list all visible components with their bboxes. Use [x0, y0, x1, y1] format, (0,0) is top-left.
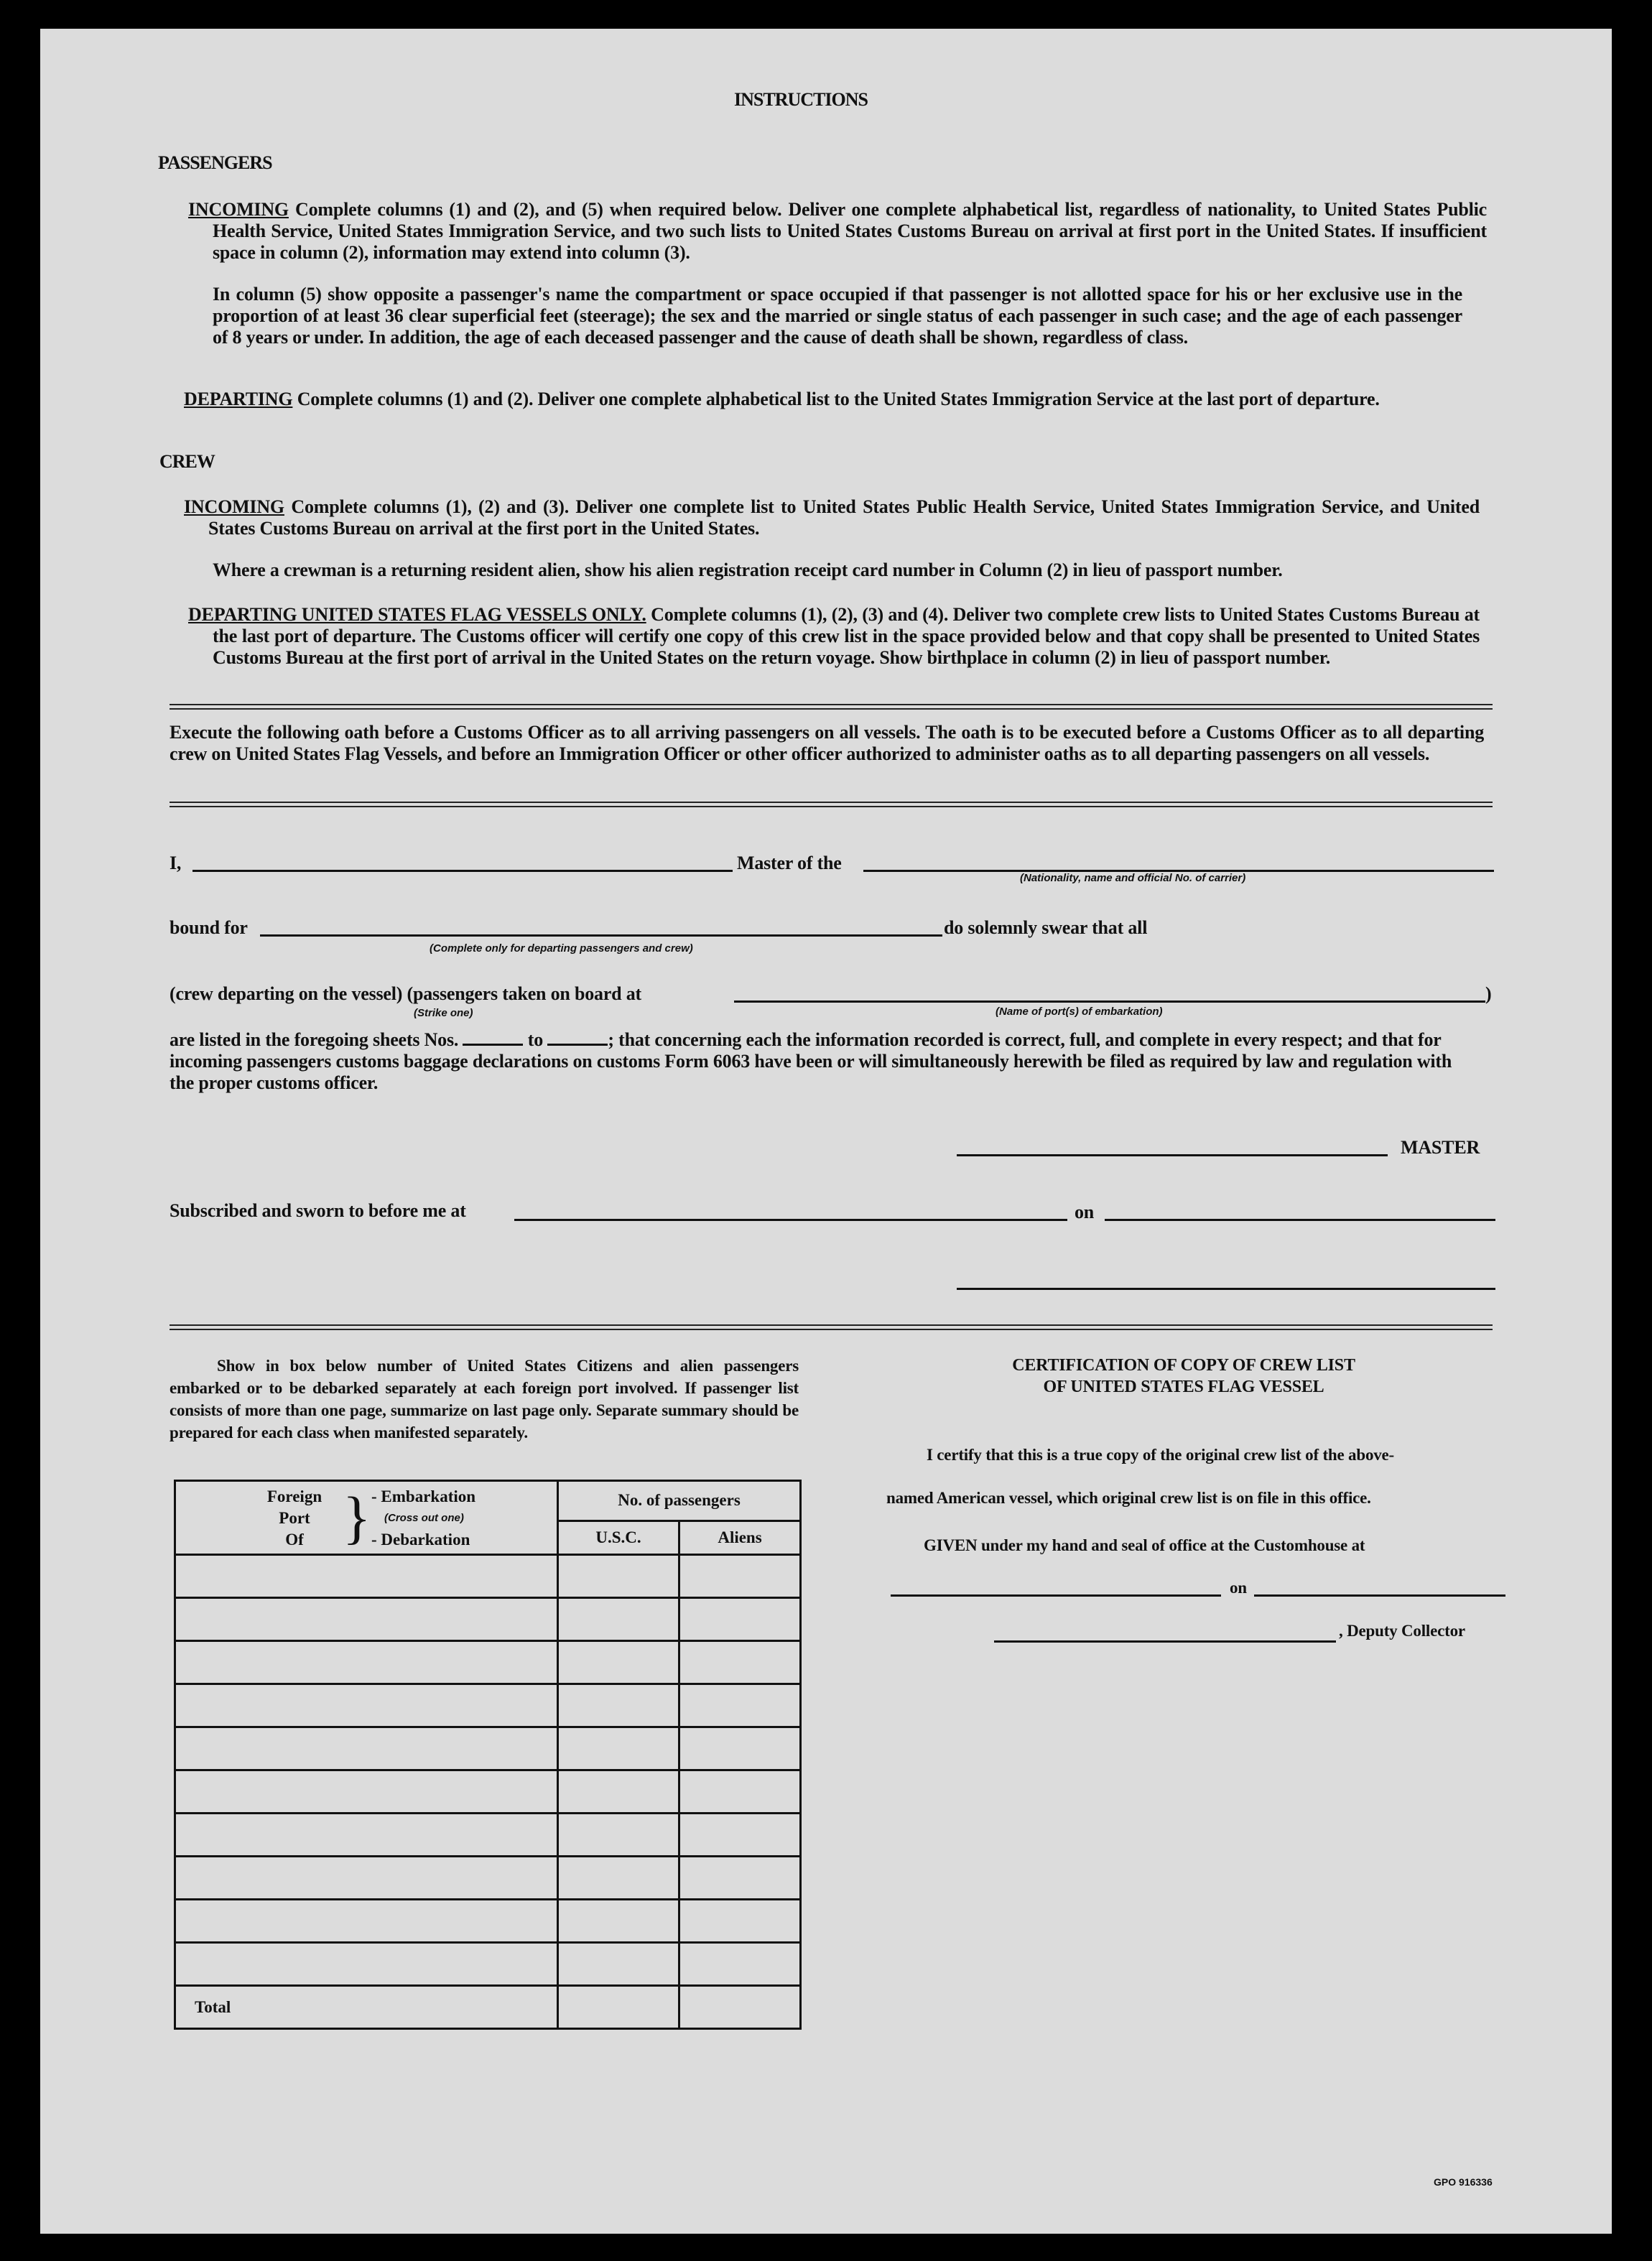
usc-cell[interactable]	[558, 1857, 679, 1900]
crew-departing-text: Complete columns (1), (2), (3) and (4). Deliver two complete crew lists to United States Customs Bureau at the last port of departure. The Customs officer will certify one copy of this crew list in the space provided below and that copy shall be presented to United States Customs Bureau at the first port of arrival in the United States on the return voyage. Show birthplace in column (2) in lieu of passport number.	[213, 604, 1480, 668]
port-header	[175, 1481, 558, 1555]
divider	[170, 704, 1493, 710]
listed-suffix: ; that concerning each the information recorded is correct, full, and complete in every respect; and that for incoming passengers customs baggage declarations on customs Form 6063 have been or will simultaneously herewith be filed as required by law and regulation with the proper customs officer.	[170, 1029, 1452, 1093]
aliens-cell[interactable]	[679, 1684, 801, 1727]
usc-cell[interactable]	[558, 1641, 679, 1684]
table-row	[175, 1684, 801, 1727]
table-row	[175, 1857, 801, 1900]
incoming-text: Complete columns (1) and (2), and (5) when required below. Deliver one complete alphabetical list, regardless of nationality, to United States Public Health Service, United States Immigration Service, and two such lists to United States Customs Bureau on arrival at first port in the United States. If insufficient space in column (2), information may extend into column (3).	[213, 199, 1487, 263]
usc-cell[interactable]	[558, 1770, 679, 1814]
table-row	[175, 1814, 801, 1857]
port-cell[interactable]	[175, 1900, 558, 1943]
sworn-place-field[interactable]	[514, 1219, 1067, 1221]
subscribed-text: Subscribed and sworn to before me at	[170, 1200, 466, 1221]
cert-text-3: GIVEN under my hand and seal of office at the Customhouse at	[924, 1536, 1365, 1554]
sheet-from-field[interactable]	[463, 1028, 523, 1046]
port-cell[interactable]	[175, 1598, 558, 1641]
carrier-caption: (Nationality, name and official No. of carrier)	[1020, 872, 1246, 884]
port-cell[interactable]	[175, 1555, 558, 1598]
table-row	[175, 1641, 801, 1684]
bound-for-label: bound for	[170, 917, 248, 938]
listed-prefix: are listed in the foregoing sheets Nos.	[170, 1029, 459, 1050]
passengers-heading: PASSENGERS	[158, 152, 272, 173]
certification-title	[825, 1355, 1543, 1398]
total-usc-cell[interactable]	[558, 1986, 679, 2029]
sheet-to-field[interactable]	[547, 1028, 608, 1046]
bound-caption: (Complete only for departing passengers and crew)	[430, 942, 693, 955]
listed-to: to	[527, 1029, 544, 1050]
port-label: Port	[279, 1509, 310, 1527]
crew-incoming	[184, 496, 1480, 539]
debarkation-label: - Debarkation	[371, 1531, 470, 1549]
usc-cell[interactable]	[558, 1684, 679, 1727]
usc-cell[interactable]	[558, 1598, 679, 1641]
strike-caption: (Strike one)	[414, 1007, 473, 1019]
oath-intro: Execute the following oath before a Customs Officer as to all arriving passengers on all vessels. The oath is to be executed before a Customs Officer as to all departing crew on United States Flag Vessels, and before an Immigration Officer or other officer authorized to administer oaths as to all departing passengers on all vessels.	[170, 722, 1484, 764]
usc-cell[interactable]	[558, 1814, 679, 1857]
i-label: I,	[170, 853, 182, 873]
foreign-label: Foreign	[266, 1487, 322, 1505]
table-row	[175, 1770, 801, 1814]
table-row	[175, 1943, 801, 1986]
port-cell[interactable]	[175, 1857, 558, 1900]
divider	[170, 1324, 1493, 1330]
port-cell[interactable]	[175, 1770, 558, 1814]
table-row	[175, 1727, 801, 1770]
aliens-cell[interactable]	[679, 1555, 801, 1598]
officer-signature-field[interactable]	[957, 1288, 1495, 1290]
master-of-the-label: Master of the	[737, 853, 842, 873]
departing-text: Complete columns (1) and (2). Deliver one complete alphabetical list to the United States Immigration Service at the last port of departure.	[297, 389, 1380, 409]
crew-departing	[188, 604, 1480, 669]
summary-instructions: Show in box below number of United States Citizens and alien passengers embarked or to be debarked separately at each foreign port involved. If passenger list consists of more than one page, summarize on last page only. Separate summary should be prepared for each class when manifested separately.	[170, 1357, 799, 1441]
passengers-incoming	[188, 199, 1487, 264]
port-cell[interactable]	[175, 1727, 558, 1770]
deputy-signature-field[interactable]	[994, 1640, 1336, 1643]
aliens-cell[interactable]	[679, 1770, 801, 1814]
aliens-cell[interactable]	[679, 1641, 801, 1684]
cert-title-line-1: CERTIFICATION OF COPY OF CREW LIST	[1012, 1356, 1355, 1375]
close-paren: )	[1485, 983, 1492, 1004]
table-row	[175, 1900, 801, 1943]
crew-heading: CREW	[159, 451, 215, 472]
deputy-collector-label: , Deputy Collector	[1339, 1622, 1465, 1640]
cert-on-label: on	[1230, 1579, 1247, 1597]
of-label: Of	[285, 1531, 304, 1549]
aliens-cell[interactable]	[679, 1727, 801, 1770]
cert-text-2: named American vessel, which original crew list is on file in this office.	[886, 1489, 1371, 1507]
instructions-title: INSTRUCTIONS	[734, 89, 868, 110]
master-name-field[interactable]	[192, 870, 733, 872]
master-label: MASTER	[1401, 1137, 1480, 1158]
cross-out-note: (Cross out one)	[384, 1512, 464, 1524]
port-cell[interactable]	[175, 1814, 558, 1857]
port-cell[interactable]	[175, 1943, 558, 1986]
aliens-cell[interactable]	[679, 1598, 801, 1641]
aliens-header: Aliens	[679, 1521, 801, 1554]
usc-cell[interactable]	[558, 1943, 679, 1986]
departing-label: DEPARTING	[184, 389, 293, 409]
aliens-cell[interactable]	[679, 1900, 801, 1943]
divider	[170, 802, 1493, 807]
passenger-summary-table	[174, 1480, 802, 2030]
cert-text-1: I certify that this is a true copy of the original crew list of the above-	[927, 1446, 1395, 1464]
listed-text	[170, 1028, 1477, 1094]
crew-passengers-text: (crew departing on the vessel) (passengers taken on board at	[170, 983, 641, 1004]
total-aliens-cell[interactable]	[679, 1986, 801, 2029]
incoming-label: INCOMING	[188, 199, 289, 220]
master-signature-field[interactable]	[957, 1154, 1388, 1156]
table-row	[175, 1598, 801, 1641]
gpo-number: GPO 916336	[1434, 2176, 1493, 2188]
cert-date-field[interactable]	[1254, 1594, 1505, 1597]
total-label: Total	[175, 1986, 558, 2029]
brace-icon: }	[343, 1485, 371, 1550]
crew-incoming-text: Complete columns (1), (2) and (3). Deliver one complete list to United States Public Health Service, United States Immigration Service, and United States Customs Bureau on arrival at the first port in the United States.	[208, 496, 1480, 539]
customhouse-field[interactable]	[891, 1594, 1221, 1597]
bound-for-field[interactable]	[260, 934, 942, 937]
crew-resident-note: Where a crewman is a returning resident alien, show his alien registration receipt card number in Column (2) in lieu of passport number.	[213, 560, 1283, 580]
usc-header: U.S.C.	[558, 1521, 679, 1554]
sworn-date-field[interactable]	[1105, 1219, 1495, 1221]
embarkation-label: - Embarkation	[371, 1487, 476, 1505]
cert-title-line-2: OF UNITED STATES FLAG VESSEL	[1043, 1378, 1324, 1396]
passengers-departing	[184, 389, 1487, 410]
column5-instructions: In column (5) show opposite a passenger's name the compartment or space occupied if that passenger is not allotted space for his or her exclusive use in the proportion of at least 36 clear superficial feet (steerage); the sex and the married or single status of each passenger in such case; and the age of each passenger of 8 years or under. In addition, the age of each deceased passenger and the cause of death shall be shown, regardless of class.	[213, 284, 1462, 348]
usc-cell[interactable]	[558, 1900, 679, 1943]
aliens-cell[interactable]	[679, 1857, 801, 1900]
port-cell[interactable]	[175, 1641, 558, 1684]
port-caption: (Name of port(s) of embarkation)	[996, 1006, 1163, 1018]
usc-cell[interactable]	[558, 1727, 679, 1770]
on-label: on	[1075, 1202, 1095, 1222]
table-row	[175, 1555, 801, 1598]
crew-departing-label: DEPARTING UNITED STATES FLAG VESSELS ONLY.	[188, 604, 646, 625]
aliens-cell[interactable]	[679, 1943, 801, 1986]
port-cell[interactable]	[175, 1684, 558, 1727]
no-passengers-header: No. of passengers	[558, 1481, 801, 1521]
embarkation-port-field[interactable]	[734, 1000, 1485, 1003]
aliens-cell[interactable]	[679, 1814, 801, 1857]
swear-text: do solemnly swear that all	[944, 917, 1148, 938]
crew-incoming-label: INCOMING	[184, 496, 284, 517]
usc-cell[interactable]	[558, 1555, 679, 1598]
